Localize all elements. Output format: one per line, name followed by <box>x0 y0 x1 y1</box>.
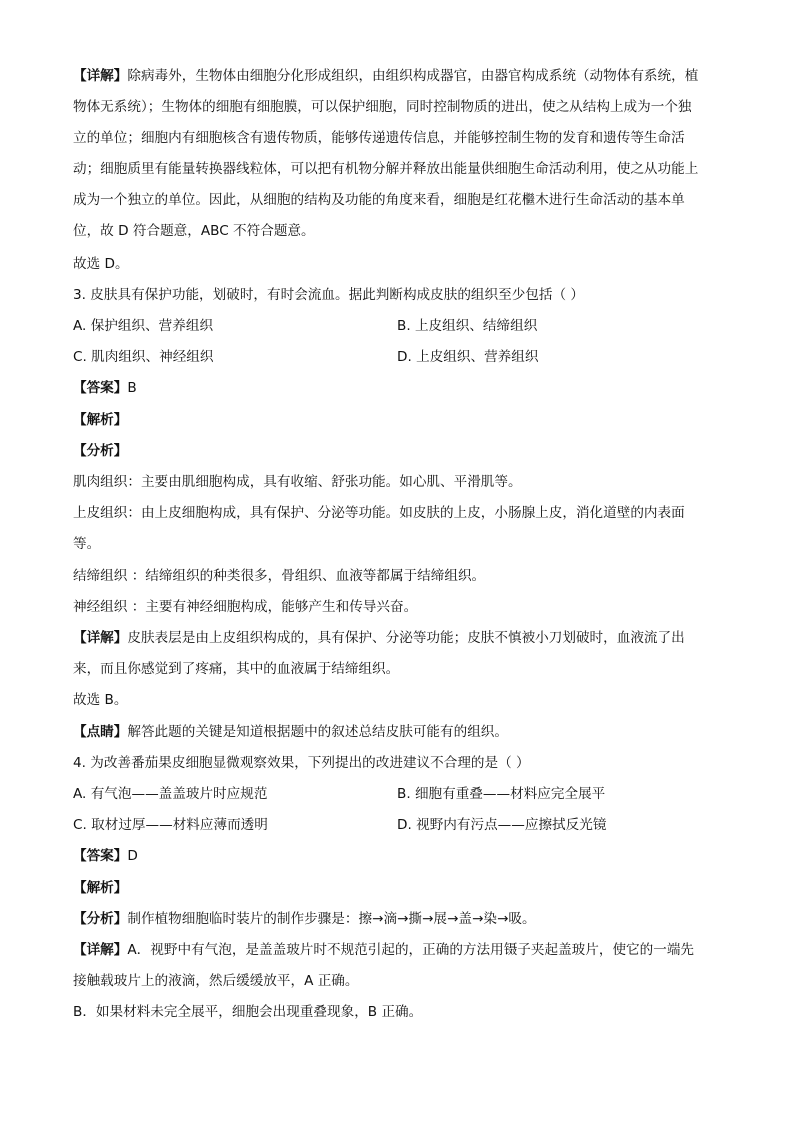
q4-option-a: A. 有气泡——盖盖玻片时应规范 <box>73 786 268 802</box>
q4-analysis: 【分析】制作植物细胞临时装片的制作步骤是：擦→滴→撕→展→盖→染→吸。 <box>73 911 536 927</box>
q2-detail-line-4: 动；细胞质里有能量转换器线粒体，可以把有机物分解并释放出能量供细胞生命活动利用，使之从功能上 <box>73 161 699 177</box>
q3-analysis-line-1: 肌肉组织：主要由肌细胞构成，具有收缩、舒张功能。如心肌、平滑肌等。 <box>73 474 522 490</box>
q4-explain-tag: 【解析】 <box>73 880 128 896</box>
q3-choose: 故选 B。 <box>73 692 128 708</box>
q2-detail-line-3: 立的单位；细胞内有细胞核含有遗传物质，能够传递遗传信息，并能够控制生物的发育和遗传等生命活 <box>73 130 685 146</box>
q2-detail-line-2: 物体无系统）；生物体的细胞有细胞膜，可以保护细胞，同时控制物质的进出，使之从结构上成为一个独 <box>73 99 692 115</box>
q3-stem: 3. 皮肤具有保护功能，划破时，有时会流血。据此判断构成皮肤的组织至少包括（ ） <box>73 287 584 303</box>
q3-option-b: B. 上皮组织、结缔组织 <box>397 318 538 334</box>
q3-analysis-tag: 【分析】 <box>73 443 128 459</box>
comment-tag: 【点睛】 <box>73 724 128 740</box>
q2-detail-line-6: 位，故 D 符合题意，ABC 不符合题意。 <box>73 223 315 239</box>
q3-analysis-line-5: 神经组织 ：主要有神经细胞构成，能够产生和传导兴奋。 <box>73 599 418 615</box>
q3-analysis-line-2: 上皮组织：由上皮细胞构成，具有保护、分泌等功能。如皮肤的上皮，小肠腺上皮，消化道壁的内表面 <box>73 505 685 521</box>
q3-option-a: A. 保护组织、营养组织 <box>73 318 214 334</box>
answer-tag: 【答案】 <box>73 380 128 396</box>
q3-detail-line-2: 来，而且你感觉到了疼痛，其中的血液属于结缔组织。 <box>73 661 400 677</box>
q3-detail-line-1: 【详解】皮肤表层是由上皮组织构成的，具有保护、分泌等功能；皮肤不慎被小刀划破时，血液流了出 <box>73 630 685 646</box>
q4-option-d: D. 视野内有污点——应擦拭反光镜 <box>397 817 607 833</box>
q4-detail-line-2: 接触载玻片上的液滴，然后缓缓放平，A 正确。 <box>73 973 359 989</box>
q3-answer: 【答案】B <box>73 380 137 396</box>
q4-detail-line-1: 【详解】A．视野中有气泡，是盖盖玻片时不规范引起的，正确的方法用镊子夹起盖玻片，使它的一端先 <box>73 942 695 958</box>
detail-tag: 【详解】 <box>73 68 128 84</box>
q2-detail-line-1: 【详解】除病毒外，生物体由细胞分化形成组织，由组织构成器官，由器官构成系统（动物体有系统，植 <box>73 68 699 84</box>
q3-option-c: C. 肌肉组织、神经组织 <box>73 349 214 365</box>
q4-answer: 【答案】D <box>73 848 138 864</box>
q2-detail-line-5: 成为一个独立的单位。因此，从细胞的结构及功能的角度来看，细胞是红花檵木进行生命活动的基本单 <box>73 192 685 208</box>
q3-explain-tag: 【解析】 <box>73 412 128 428</box>
q4-option-b: B. 细胞有重叠——材料应完全展平 <box>397 786 606 802</box>
q4-stem: 4. 为改善番茄果皮细胞显微观察效果，下列提出的改进建议不合理的是（ ） <box>73 755 530 771</box>
q4-option-c: C. 取材过厚——材料应薄而透明 <box>73 817 268 833</box>
q3-analysis-line-4: 结缔组织 ：结缔组织的种类很多，骨组织、血液等都属于结缔组织。 <box>73 568 486 584</box>
q3-option-d: D. 上皮组织、营养组织 <box>397 349 539 365</box>
q3-comment: 【点睛】解答此题的关键是知道根据题中的叙述总结皮肤可能有的组织。 <box>73 724 508 740</box>
q4-detail-line-3: B．如果材料未完全展平，细胞会出现重叠现象，B 正确。 <box>73 1004 423 1020</box>
q2-choose: 故选 D。 <box>73 256 129 272</box>
q3-analysis-line-3: 等。 <box>73 536 101 552</box>
